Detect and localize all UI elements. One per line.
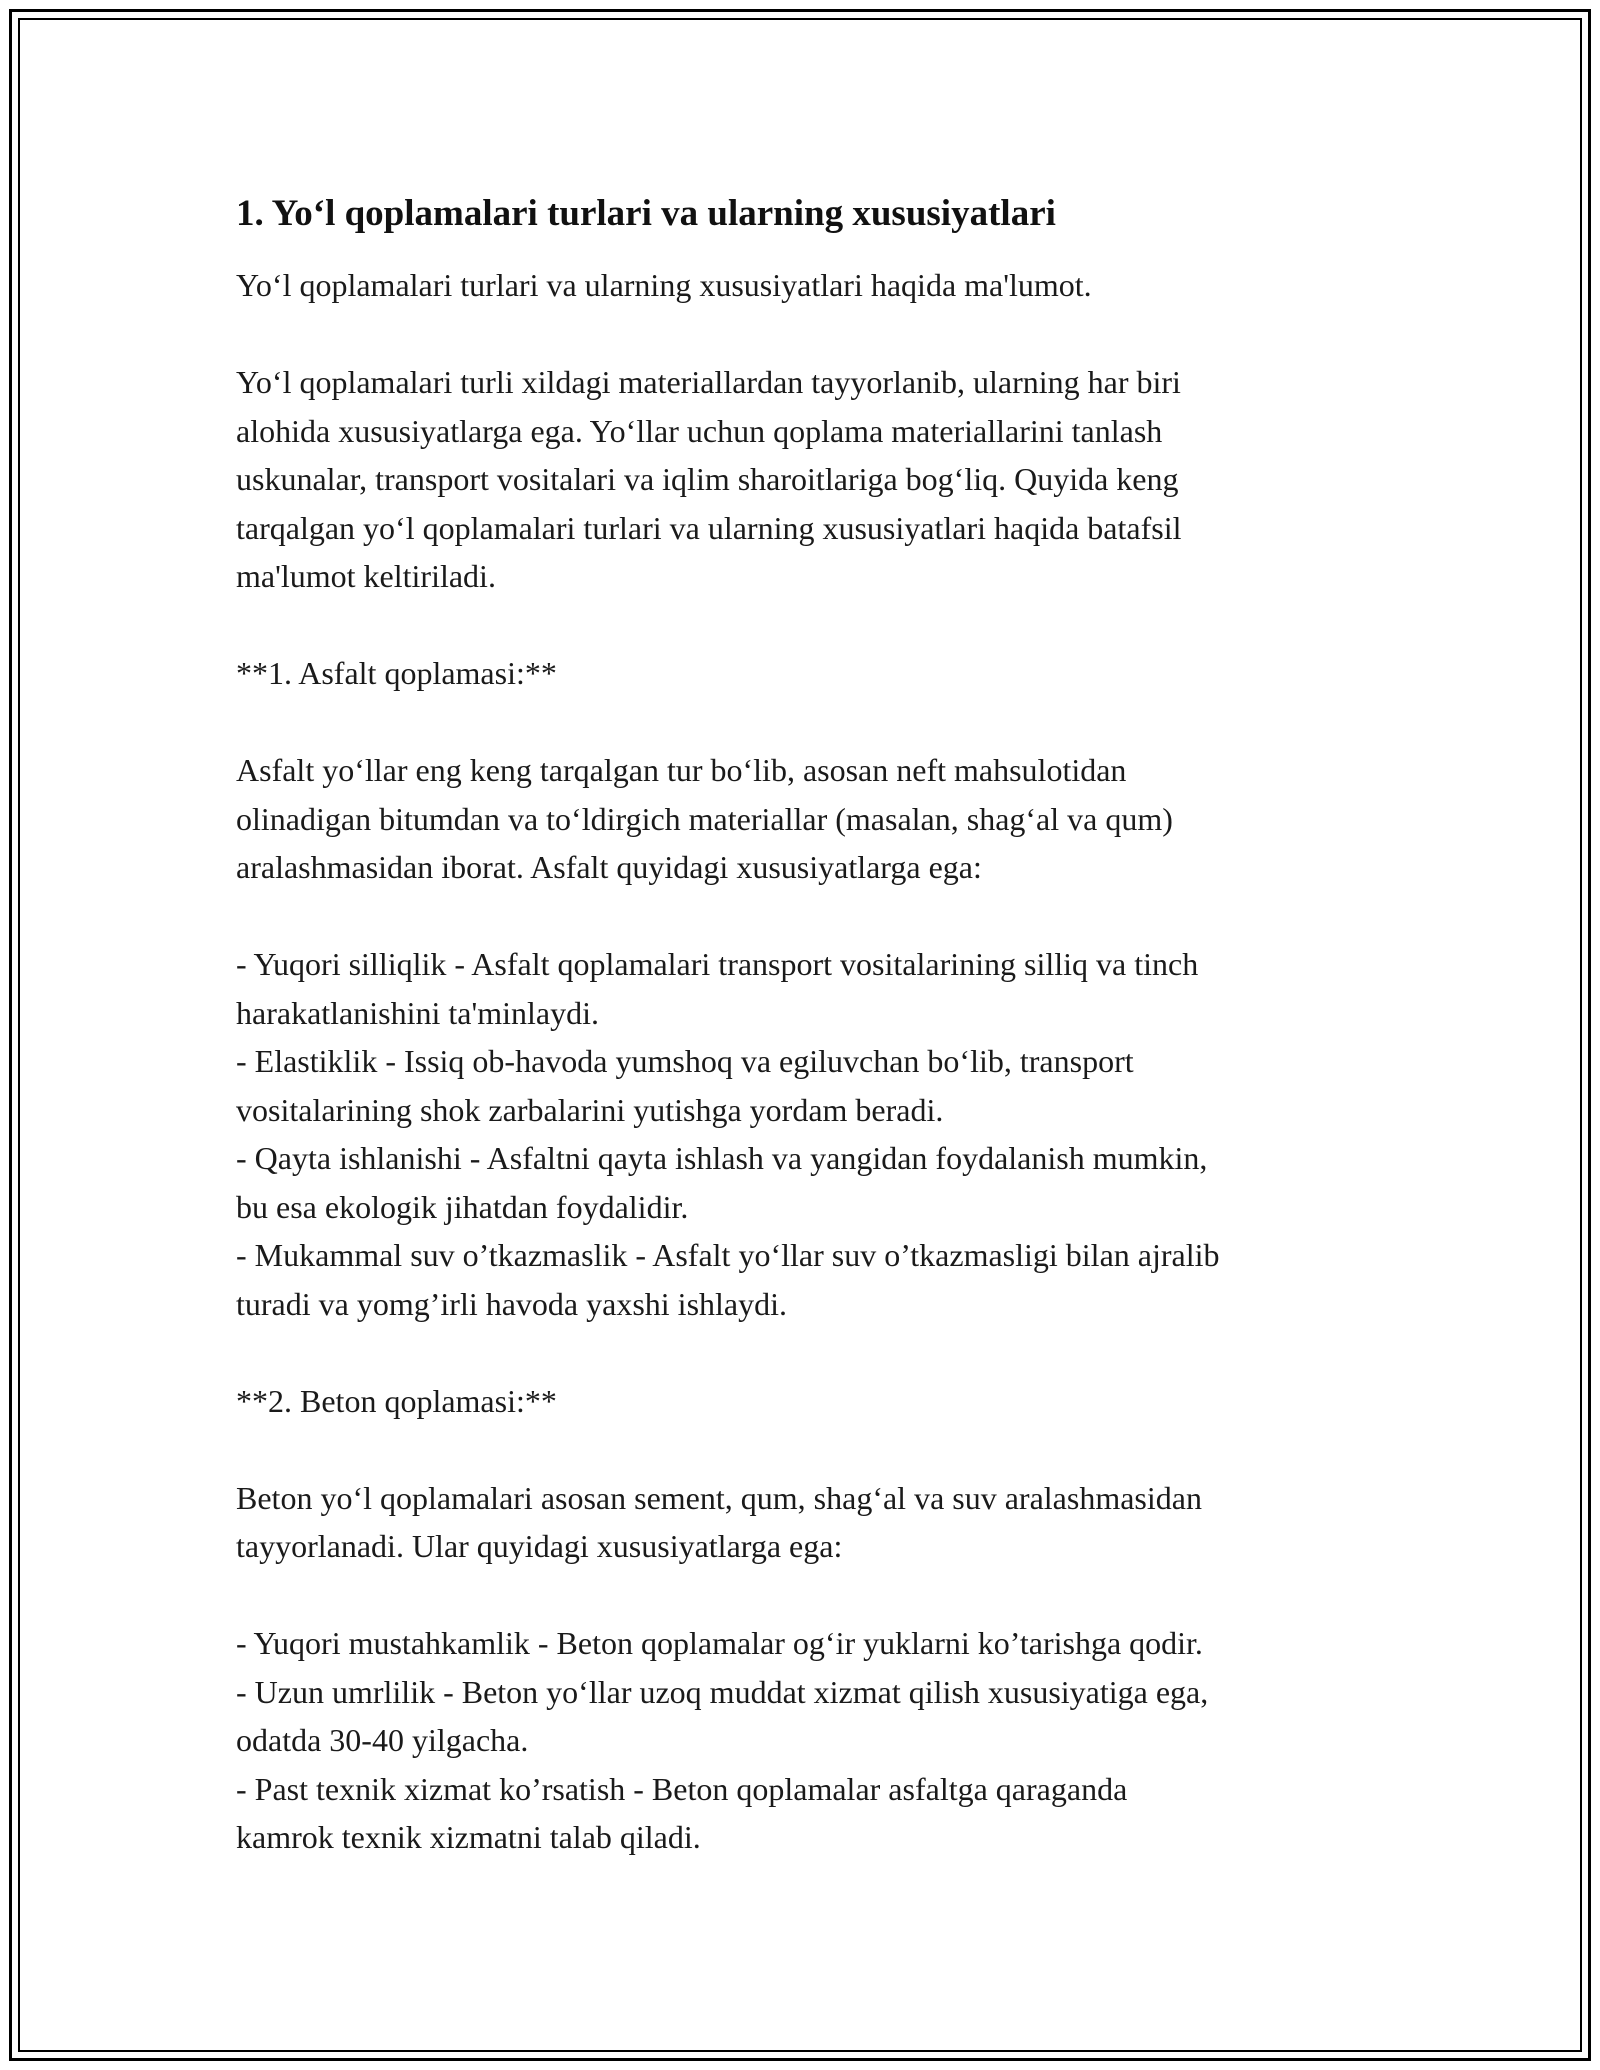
paragraph-gap	[236, 892, 1386, 941]
section-1-paragraph: Asfalt yo‘llar eng keng tarqalgan tur bo‘lib, asosan neft mahsulotidan olinadigan bitumdan va to‘ldirgich materiallar (masalan, shag‘al va qum) aralashmasidan iborat. Asfalt quyidagi xususiyatlarga ega:	[236, 752, 1173, 885]
section-1-list: - Yuqori silliqlik - Asfalt qoplamalari transport vositalarining silliq va tinch harakatlanishini ta'minlaydi. - Elastiklik - Issiq ob-havoda yumshoq va egiluvchan bo‘lib, transport vositalarining shok zarbalarini yutishga yordam beradi. - Qayta ishlanishi - Asfaltni qayta ishlash va yangidan foydalanish mumkin, bu esa ekologik jihatdan foydalidir. - Mukammal suv o’tkazmaslik - Asfalt yo‘llar suv o’tkazmasligi bilan ajralib turadi va yomg’irli havoda yaxshi ishlaydi.	[236, 946, 1220, 1322]
overview-paragraph: Yo‘l qoplamalari turli xildagi materiallardan tayyorlanib, ularning har biri alohida xususiyatlarga ega. Yo‘llar uchun qoplama materiallarini tanlash uskunalar, transport vositalari va iqlim sharoitlariga bog‘liq. Quyida keng tarqalgan yo‘l qoplamalari turlari va ularning xususiyatlari haqida batafsil ma'lumot keltiriladi.	[236, 364, 1182, 594]
section-2-heading: **2. Beton qoplamasi:**	[236, 1382, 557, 1419]
paragraph-gap	[236, 698, 1386, 747]
document-body	[236, 186, 1386, 1862]
paragraph-gap	[236, 1425, 1386, 1474]
section-2-paragraph: Beton yo‘l qoplamalari asosan sement, qum, shag‘al va suv aralashmasidan tayyorlanadi. Ular quyidagi xususiyatlarga ega:	[236, 1479, 1202, 1564]
paragraph-gap	[236, 601, 1386, 650]
paragraph-gap	[236, 1328, 1386, 1377]
section-2-list: - Yuqori mustahkamlik - Beton qoplamalar og‘ir yuklarni ko’tarishga qodir. - Uzun umrlilik - Beton yo‘llar uzoq muddat xizmat qilish xususiyatiga ega, odatda 30-40 yilgacha. - Past texnik xizmat ko’rsatish - Beton qoplamalar asfaltga qaraganda kamrok texnik xizmatni talab qiladi.	[236, 1625, 1209, 1855]
section-1-heading: **1. Asfalt qoplamasi:**	[236, 655, 557, 691]
paragraph-gap	[236, 310, 1386, 359]
document-title: 1. Yo‘l qoplamalari turlari va ularning xususiyatlari	[236, 193, 1056, 234]
paragraph-gap	[236, 1571, 1386, 1620]
intro-paragraph: Yo‘l qoplamalari turlari va ularning xususiyatlari haqida ma'lumot.	[236, 267, 1092, 303]
